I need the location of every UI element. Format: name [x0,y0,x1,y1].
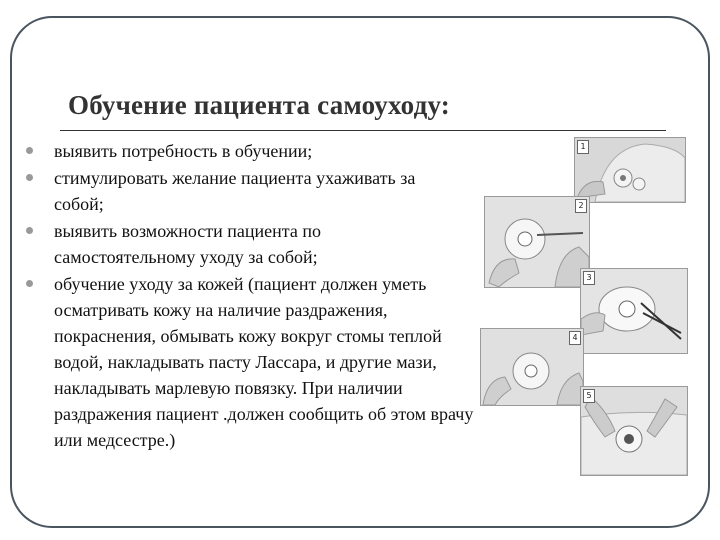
bullet-dot-icon [26,227,33,234]
slide-title: Обучение пациента самоуходу: [68,90,450,120]
bullet-text: обучение уходу за кожей (пациент должен уметь осматривать кожу на наличие раздражения, покраснения, обмывать кожу вокруг стомы теплой водой, накладывать пасту Лассара, и другие мази, накладывать марлевую повязку. При наличии раздражения пациент .должен сообщить об этом врачу или медсестре.) [54,274,474,450]
step-number-badge: 5 [583,389,595,403]
stoma-care-step-2-photo [484,196,590,288]
applying-pouch-icon [481,329,583,405]
step-number-badge: 4 [569,331,581,345]
bullet-dot-icon [26,147,33,154]
step-number-badge: 1 [577,140,589,154]
pouch-on-abdomen-icon [581,387,687,475]
bullet-text: выявить потребность в обучении; [54,141,313,161]
bullet-item [26,218,394,270]
bullet-text: выявить возможности пациента по самостоятельному уходу за собой; [54,221,321,267]
stoma-care-step-5-photo [580,386,688,476]
hands-with-pouch-icon [485,197,589,287]
bullet-dot-icon [26,280,33,287]
title-underline [60,130,666,131]
bullet-item [26,138,472,164]
stoma-care-step-3-photo [580,268,688,354]
step-number-badge: 3 [583,271,595,285]
stoma-care-step-4-photo [480,328,584,406]
bullet-list [26,138,472,453]
abdomen-icon [575,138,685,202]
bullet-item [26,165,454,217]
bullet-text: стимулировать желание пациента ухаживать за собой; [54,168,416,214]
bullet-dot-icon [26,174,33,181]
bullet-item [26,271,474,453]
stoma-care-step-1-photo [574,137,686,203]
step-number-badge: 2 [575,199,587,213]
scissors-cutting-icon [581,269,687,353]
